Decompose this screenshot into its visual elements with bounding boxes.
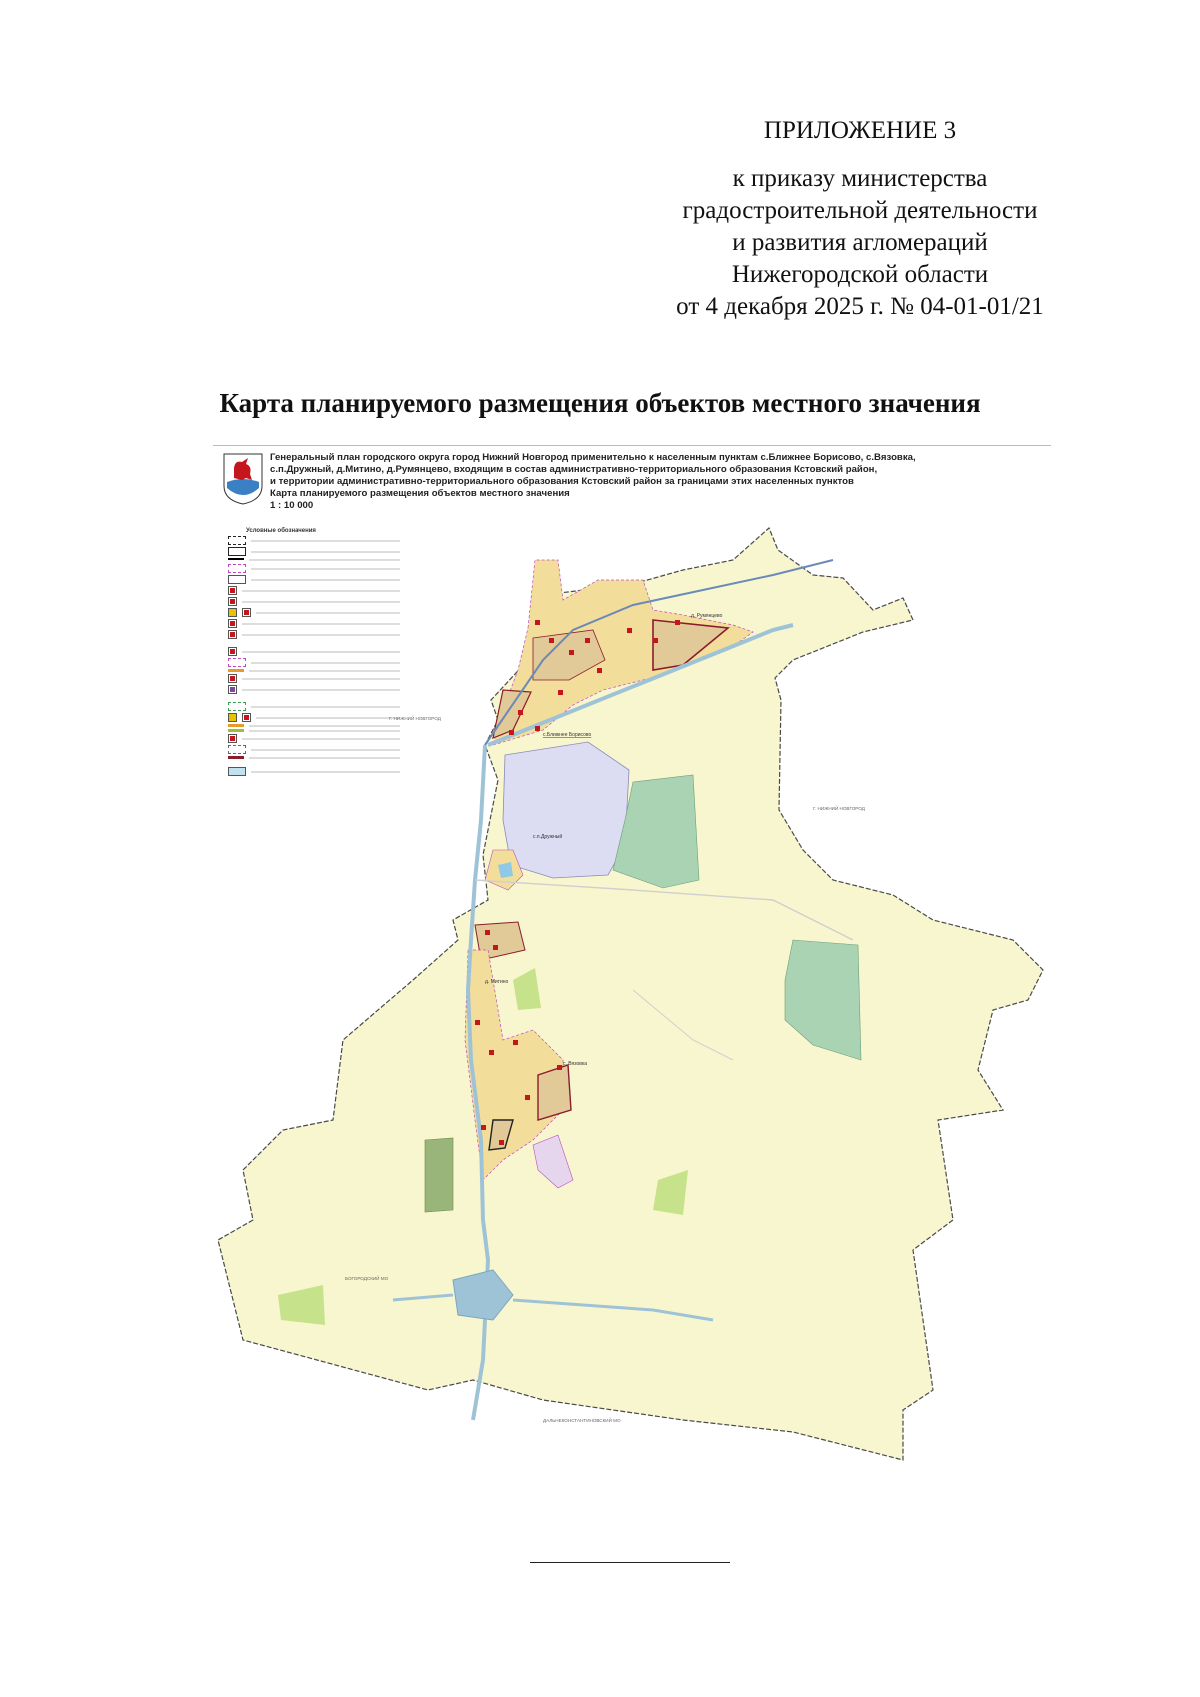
map-header-rule	[213, 445, 1051, 446]
map-header-line: и территории административно-территориального образования Кстовский район за границами этих населенных пунктов	[270, 476, 854, 487]
area-label: Г. НИЖНИЙ НОВГОРОД	[389, 716, 441, 721]
footer-rule	[530, 1562, 730, 1563]
area-label: ДАЛЬНЕКОНСТАНТИНОВСКИЙ МО	[543, 1418, 621, 1423]
appendix-heading: ПРИЛОЖЕНИЕ 3	[763, 117, 957, 144]
map-header	[270, 452, 1050, 512]
forest-zone	[425, 1138, 453, 1212]
document-title: Карта планируемого размещения объектов местного значения	[219, 388, 981, 418]
place-label: с.п.Дружный	[533, 834, 563, 840]
map-header-line: с.п.Дружный, д.Митино, д.Румянцево, входящим в состав административно-территориального образования Кстовский район,	[270, 464, 878, 475]
legend-title: Условные обозначения	[246, 528, 316, 534]
place-label: д. Румянцево	[691, 613, 723, 619]
area-label: БОГОРОДСКИЙ МО	[345, 1276, 389, 1281]
map-header-line: Генеральный план городского округа город Нижний Новгород применительно к населенным пунктам с.Ближнее Борисово, с.Вязовка,	[270, 452, 916, 463]
appendix-line: от 4 декабря 2025 г. № 04-01-01/21	[676, 293, 1044, 320]
appendix-line: и развития агломераций	[732, 229, 988, 256]
area-label: Г. НИЖНИЙ НОВГОРОД	[813, 806, 865, 811]
appendix-line: градостроительной деятельности	[682, 197, 1038, 224]
region-emblem-icon	[222, 452, 264, 506]
place-label: с.Ближнее Борисово	[543, 732, 592, 738]
appendix-line: Нижегородской области	[731, 261, 989, 288]
settlement-block	[538, 1065, 571, 1120]
appendix-line: к приказу министерства	[732, 165, 988, 192]
planning-map	[213, 520, 1073, 1520]
map-header-line: Карта планируемого размещения объектов местного значения	[270, 488, 570, 499]
industrial-zone	[503, 742, 629, 878]
place-label: д. Митино	[485, 979, 509, 985]
map-scale: 1 : 10 000	[270, 500, 314, 511]
place-label: с. Вязовка	[563, 1061, 588, 1067]
